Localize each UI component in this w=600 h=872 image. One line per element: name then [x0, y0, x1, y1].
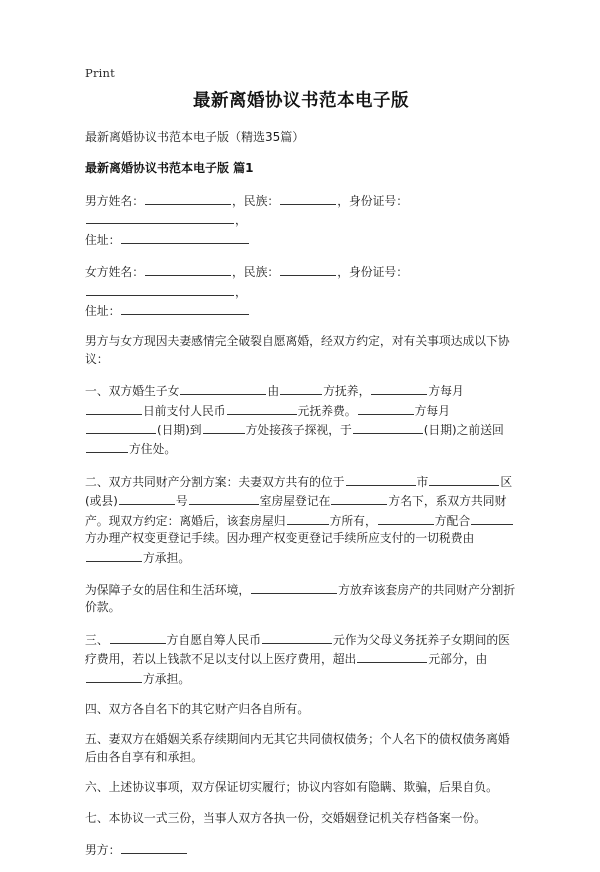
female-ethnicity-label: ，民族：: [232, 265, 280, 280]
clause-3-text-3: 元作为父母义务抚养子女期间的医疗费用，若以上钱款不足以支付以上医疗费用，超出: [85, 632, 510, 667]
clause-2-note: [85, 580, 517, 617]
clause-2-text-8: 方配合: [434, 513, 471, 528]
clause-1-text-9: 方处接孩子探视，于: [245, 423, 352, 438]
female-id-blank[interactable]: [86, 282, 234, 296]
male-ethnicity-label: ，民族：: [232, 194, 280, 208]
clause-1-blank-2[interactable]: [280, 381, 322, 395]
clause-3-blank-2[interactable]: [262, 630, 332, 644]
clause-2-note-blank-1[interactable]: [251, 580, 337, 594]
clause-1-text-4: 方每月: [428, 384, 464, 399]
clause-4: 四、双方各自名下的其它财产归各自所有。: [85, 701, 310, 716]
clause-1-blank-5[interactable]: [227, 401, 297, 415]
clause-2-text-7: 方所有，: [329, 513, 377, 528]
clause-2-text-4: 号: [175, 494, 188, 509]
clause-3-text-1: 三、: [85, 632, 109, 647]
clause-6: 六、上述协议事项，双方保证切实履行；协议内容如有隐瞒、欺骗，后果自负。: [85, 780, 498, 795]
clause-3-text-5: 方承担。: [143, 671, 191, 686]
clause-2-text-2: 市: [416, 474, 429, 489]
female-id-label: ，身份证号：: [337, 265, 408, 280]
page-title: 最新离婚协议书范本电子版: [193, 91, 409, 111]
clause-1-blank-3[interactable]: [371, 381, 427, 395]
document-subtitle: 最新离婚协议书范本电子版（精选35篇）: [85, 130, 305, 144]
clause-1-text-7: 方每月: [414, 403, 450, 418]
male-id-comma: ，: [235, 213, 247, 228]
clause-1-text-2: 由: [267, 384, 280, 399]
clause-1-blank-10[interactable]: [86, 439, 128, 453]
clause-2: [85, 472, 517, 567]
female-address-label: 住址：: [85, 304, 121, 319]
clause-1-blank-8[interactable]: [203, 420, 245, 434]
clause-2-text-3: 区(或县): [85, 474, 513, 509]
clause-1-blank-1[interactable]: [180, 381, 266, 395]
clause-2-blank-1[interactable]: [346, 472, 416, 486]
male-name-blank[interactable]: [145, 191, 231, 205]
clause-5: 五、妻双方在婚姻关系存续期间内无其它共同债权债务；个人名下的债权债务离婚后由各自享有和承担。: [85, 732, 510, 764]
clause-3-blank-1[interactable]: [110, 630, 166, 644]
clause-2-blank-4[interactable]: [189, 491, 259, 505]
clause-1-blank-6[interactable]: [358, 401, 414, 415]
female-name-label: 女方姓名：: [85, 265, 144, 280]
clause-1-text-1: 一、双方婚生子女: [85, 384, 180, 399]
clause-2-note-text-1: 为保障子女的居住和生活环境，: [85, 582, 251, 597]
male-ethnicity-blank[interactable]: [280, 191, 336, 205]
signature-male-label: 男方：: [85, 842, 121, 857]
clause-2-blank-3[interactable]: [119, 491, 175, 505]
print-link[interactable]: Print: [85, 66, 115, 80]
clause-3-blank-3[interactable]: [357, 649, 427, 663]
clause-1-blank-7[interactable]: [86, 420, 156, 434]
male-id-blank[interactable]: [86, 210, 234, 224]
clause-1-text-6: 元抚养费。: [297, 403, 357, 418]
male-id-label: ，身份证号：: [337, 194, 408, 208]
clause-2-blank-7[interactable]: [378, 511, 434, 525]
clause-1-blank-9[interactable]: [353, 420, 423, 434]
signature-male-blank[interactable]: [121, 840, 187, 854]
clause-3: [85, 630, 517, 688]
clause-2-text-1: 二、双方共同财产分割方案：夫妻双方共有的位于: [85, 474, 345, 489]
female-address-blank[interactable]: [121, 301, 249, 315]
clause-1-text-8: (日期)到: [157, 423, 202, 438]
clause-2-text-5: 室房屋登记在: [259, 494, 331, 509]
clause-2-text-6: 方名下，系双方共同财产。现双方约定：离婚后，该套房屋归: [85, 494, 507, 528]
male-address-label: 住址：: [85, 232, 121, 247]
female-id-comma: ，: [235, 284, 247, 299]
party-female-block: [85, 262, 517, 320]
clause-2-blank-9[interactable]: [86, 548, 142, 562]
clause-2-blank-6[interactable]: [287, 511, 329, 525]
preamble-paragraph: 男方与女方现因夫妻感情完全破裂自愿离婚，经双方约定，对有关事项达成以下协议：: [85, 334, 510, 366]
clause-2-blank-8[interactable]: [471, 511, 513, 525]
signature-male: [85, 840, 517, 859]
clause-3-blank-4[interactable]: [86, 669, 142, 683]
clause-2-note-text-2: 方放弃该套房产的共同财产分割折价款。: [85, 582, 516, 615]
clause-1-text-3: 方抚养，: [323, 384, 371, 399]
clause-2-text-9: 方办理产权变更登记手续。因办理产权变更登记手续所应支付的一切税费由: [85, 531, 475, 546]
clause-1-blank-4[interactable]: [86, 401, 142, 415]
male-address-blank[interactable]: [121, 230, 249, 244]
document-content: [85, 88, 517, 872]
female-name-blank[interactable]: [145, 262, 231, 276]
clause-2-blank-2[interactable]: [429, 472, 499, 486]
clause-7: 七、本协议一式三份，当事人双方各执一份，交婚姻登记机关存档备案一份。: [85, 810, 487, 825]
section-heading: 最新离婚协议书范本电子版 篇1: [85, 161, 254, 175]
clause-1: [85, 381, 517, 459]
clause-2-blank-5[interactable]: [331, 491, 387, 505]
clause-1-text-5: 日前支付人民币: [143, 403, 226, 418]
female-ethnicity-blank[interactable]: [280, 262, 336, 276]
clause-1-text-11: 方住处。: [129, 442, 177, 457]
clause-2-text-10: 方承担。: [143, 550, 191, 565]
party-male-block: [85, 191, 517, 249]
clause-1-text-10: (日期)之前送回: [423, 423, 504, 438]
male-name-label: 男方姓名：: [85, 194, 144, 208]
clause-3-text-4: 元部分，由: [428, 652, 488, 667]
clause-3-text-2: 方自愿自筹人民币: [166, 632, 261, 647]
